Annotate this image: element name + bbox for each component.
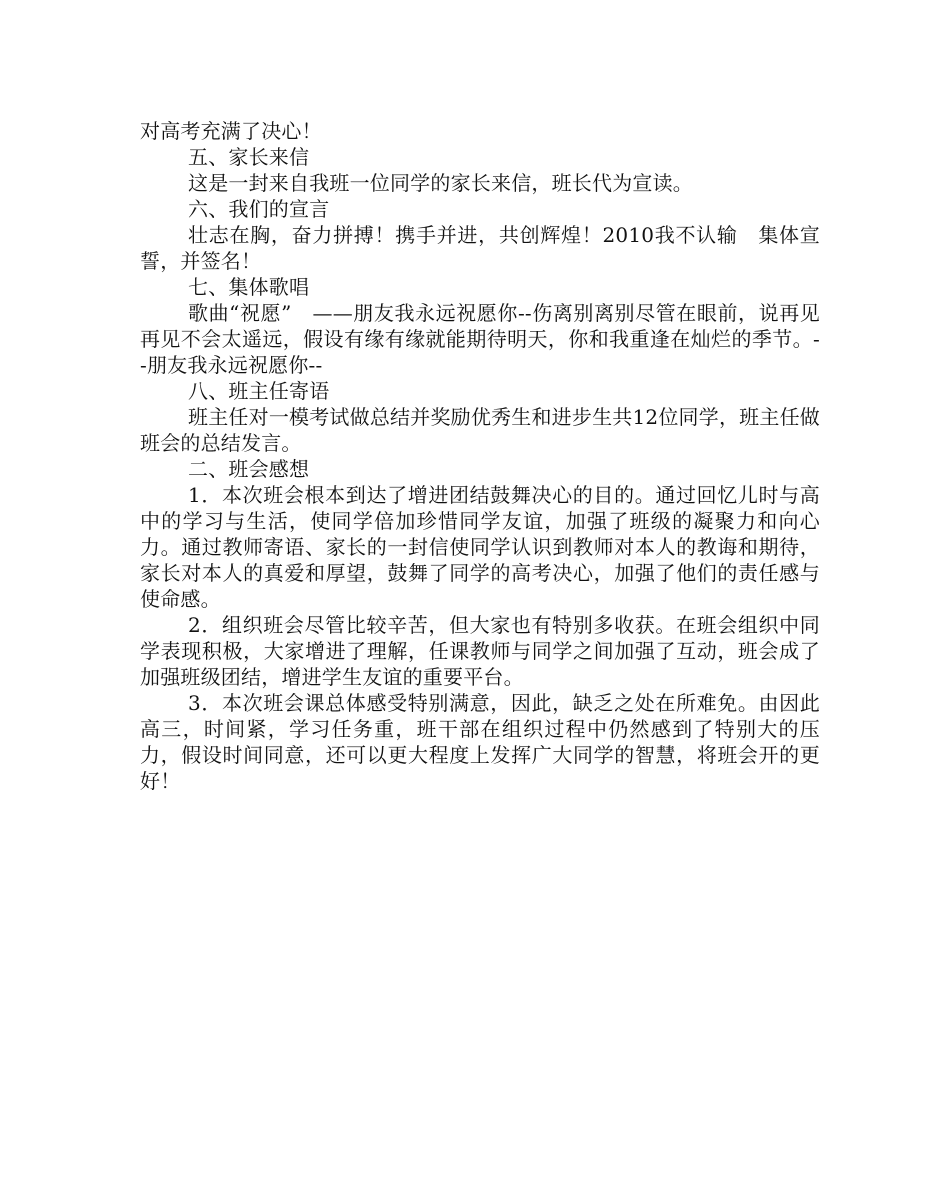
paragraph-reflection-1: 1．本次班会根本到达了增进团结鼓舞决心的目的。通过回忆儿时与高中的学习与生活，使同学倍加珍惜同学友谊，加强了班级的凝聚力和向心力。通过教师寄语、家长的一封信使同学认识到教师对本人的教诲和期待，家长对本人的真爱和厚望，鼓舞了同学的高考决心，加强了他们的责任感与使命感。 bbox=[140, 483, 820, 611]
document-body bbox=[140, 118, 820, 794]
section-heading-teacher-message: 八、班主任寄语 bbox=[188, 379, 330, 403]
section-heading-parent-letter: 五、家长来信 bbox=[188, 145, 310, 169]
paragraph-reflection-3: 3．本次班会课总体感受特别满意，因此，缺乏之处在所难免。由因此高三，时间紧，学习任务重，班干部在组织过程中仍然感到了特别大的压力，假设时间同意，还可以更大程度上发挥广大同学的智慧，将班会开的更好！ bbox=[140, 691, 820, 793]
paragraph-reflection-2: 2．组织班会尽管比较辛苦，但大家也有特别多收获。在班会组织中同学表现积极，大家增进了理解，任课教师与同学之间加强了互动，班会成了加强班级团结，增进学生友谊的重要平台。 bbox=[140, 613, 820, 689]
section-heading-group-singing: 七、集体歌唱 bbox=[188, 275, 310, 299]
section-heading-reflections: 二、班会感想 bbox=[188, 457, 310, 481]
paragraph-song: 歌曲“祝愿” ——朋友我永远祝愿你--伤离别离别尽管在眼前，说再见再见不会太遥远，假设有缘有缘就能期待明天，你和我重逢在灿烂的季节。--朋友我永远祝愿你-- bbox=[140, 301, 820, 377]
paragraph-teacher-message: 班主任对一模考试做总结并奖励优秀生和进步生共12位同学，班主任做班会的总结发言。 bbox=[140, 405, 820, 455]
paragraph-continuation: 对高考充满了决心！ bbox=[140, 119, 322, 143]
paragraph-declaration: 壮志在胸，奋力拼搏！携手并进，共创辉煌！2010我不认输 集体宣誓，并签名！ bbox=[140, 223, 820, 273]
section-heading-declaration: 六、我们的宣言 bbox=[188, 197, 330, 221]
paragraph-parent-letter: 这是一封来自我班一位同学的家长来信，班长代为宣读。 bbox=[188, 171, 693, 195]
